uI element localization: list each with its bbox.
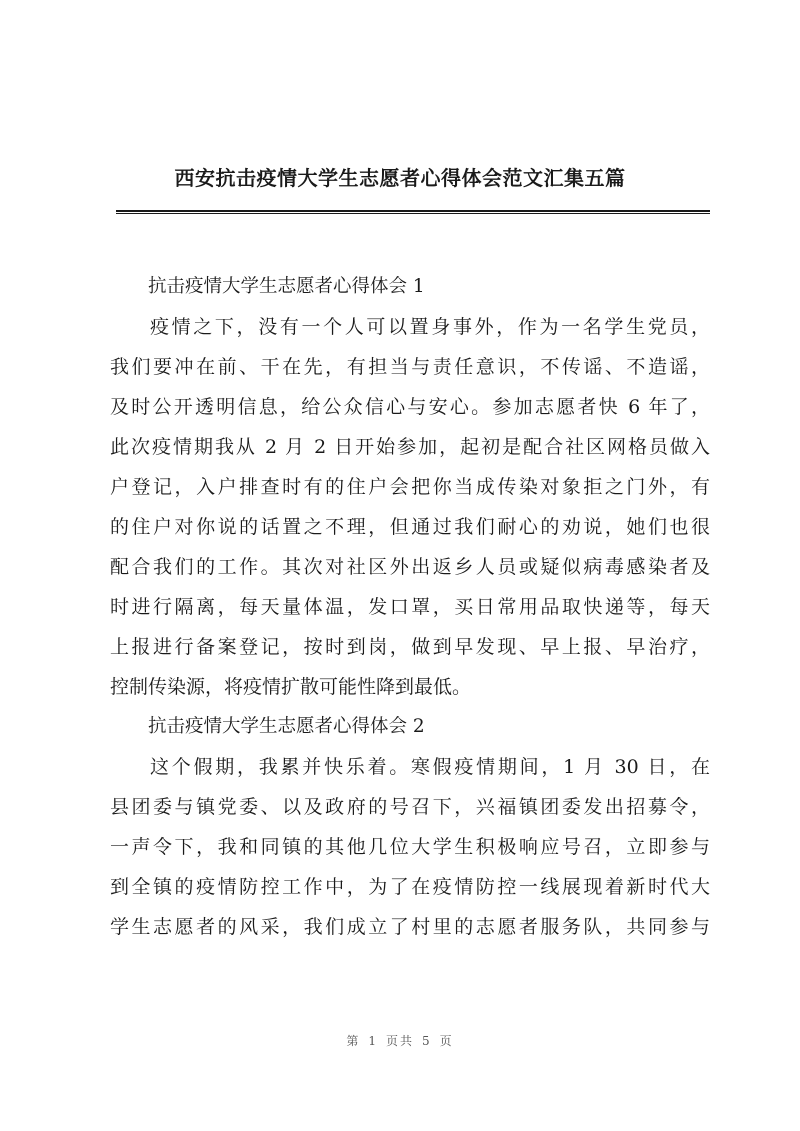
document-title: 西安抗击疫情大学生志愿者心得体会范文汇集五篇: [174, 166, 626, 190]
paragraph-line: 此次疫情期我从 2 月 2 日开始参加，起初是配合社区网格员做入: [110, 436, 710, 458]
page-label-prefix: 第: [346, 1034, 361, 1048]
paragraph-line: 这个假期，我累并快乐着。寒假疫情期间，1 月 30 日，在: [150, 756, 710, 778]
paragraph-line: 控制传染源，将疫情扩散可能性降到最低。: [110, 676, 472, 698]
paragraph-line: 及时公开透明信息，给公众信心与安心。参加志愿者快 6 年了，: [110, 396, 710, 418]
paragraph-line: 配合我们的工作。其次对社区外出返乡人员或疑似病毒感染者及: [110, 556, 710, 578]
paragraph-line: 的住户对你说的话置之不理，但通过我们耐心的劝说，她们也很: [110, 516, 710, 538]
paragraph-line: 户登记，入户排查时有的住户会把你当成传染对象拒之门外，有: [110, 476, 710, 498]
title-divider: [116, 210, 710, 214]
page-footer: [0, 1032, 800, 1049]
current-page-number: 1: [368, 1034, 378, 1048]
page-label-suffix: 页: [439, 1034, 454, 1048]
paragraph-line: 一声令下，我和同镇的其他几位大学生积极响应号召，立即参与: [110, 836, 710, 858]
paragraph-line: 时进行隔离，每天量体温，发口罩，买日常用品取快递等，每天: [110, 596, 710, 618]
paragraph-line: 县团委与镇党委、以及政府的号召下，兴福镇团委发出招募令，: [110, 796, 710, 818]
page-label-middle: 页共: [385, 1034, 414, 1048]
paragraph-line: 学生志愿者的风采，我们成立了村里的志愿者服务队，共同参与: [110, 916, 710, 938]
paragraph-line: 疫情之下，没有一个人可以置身事外，作为一名学生党员，: [150, 316, 710, 338]
total-pages-number: 5: [422, 1034, 432, 1048]
paragraph-line: 我们要冲在前、干在先，有担当与责任意识，不传谣、不造谣，: [110, 356, 710, 378]
section-heading: 抗击疫情大学生志愿者心得体会 2: [148, 716, 425, 737]
paragraph-line: 到全镇的疫情防控工作中，为了在疫情防控一线展现着新时代大: [110, 876, 710, 898]
paragraph-line: 上报进行备案登记，按时到岗，做到早发现、早上报、早治疗，: [110, 636, 710, 658]
section-heading: 抗击疫情大学生志愿者心得体会 1: [148, 276, 425, 297]
document-body: [110, 267, 710, 947]
